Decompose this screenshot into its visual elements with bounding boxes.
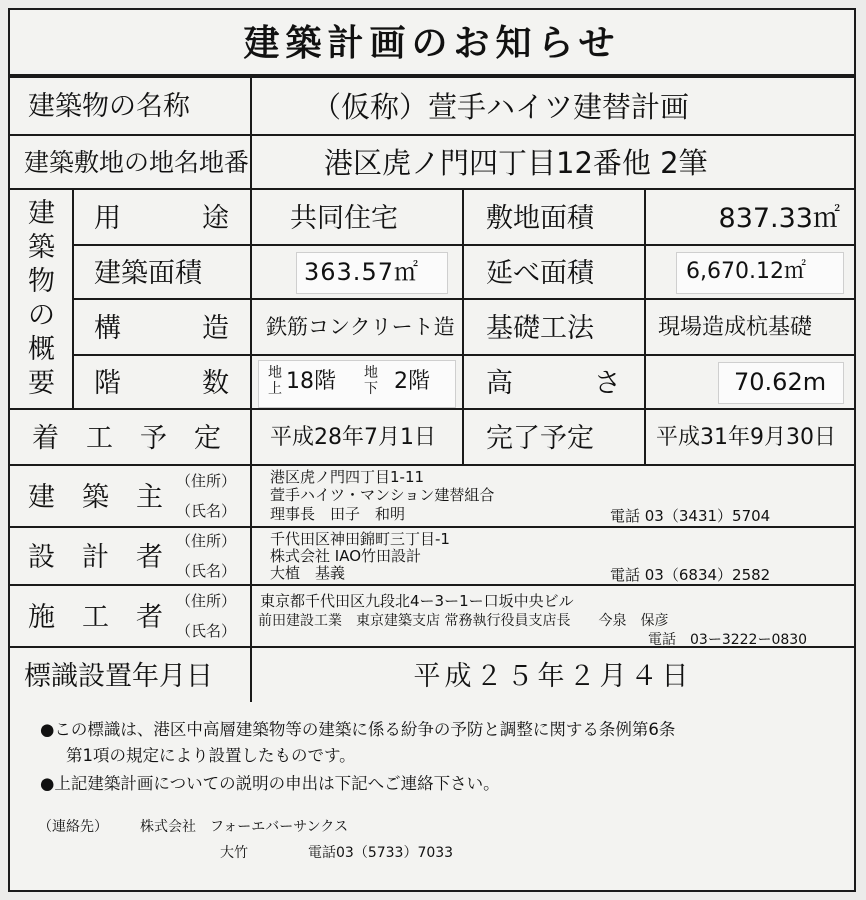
overview-side-cell [8, 188, 74, 410]
use-label-cell [72, 188, 252, 246]
use-value-cell [250, 188, 464, 246]
height-label: 高 さ [486, 368, 621, 399]
contractor-label-cell [8, 584, 252, 648]
name-label-cell [8, 76, 252, 136]
site-area-value-cell [644, 188, 856, 246]
designer-phone: 電話 03（6834）2582 [610, 566, 771, 584]
start-label: 着 工 予 定 [32, 423, 221, 454]
name-value-cell [250, 76, 856, 136]
use-label: 用 途 [94, 203, 229, 234]
contractor-label: 施 工 者 [28, 602, 163, 633]
building-area-value-cell [250, 244, 464, 300]
structure-value-cell [250, 298, 464, 356]
site-value-cell [250, 134, 856, 190]
designer-person: 大植 基義 [270, 564, 346, 582]
notes-cell [8, 702, 856, 892]
contact-company: 株式会社 フォーエバーサンクス [140, 819, 349, 835]
structure-label-cell [72, 298, 252, 356]
contact-tag: （連絡先） [38, 819, 108, 835]
designer-org: 株式会社 IAO竹田設計 [270, 547, 421, 565]
overview-char-3: 物 [28, 266, 55, 297]
designer-value-cell [250, 526, 856, 586]
note-line-2: 第1項の規定により設置したものです。 [66, 746, 356, 765]
floors-label-cell [72, 354, 252, 410]
structure-value: 鉄筋コンクリート造 [266, 315, 455, 339]
height-value-cell [644, 354, 856, 410]
owner-address: 港区虎ノ門四丁目1-11 [270, 468, 425, 486]
site-area-value: 837.33㎡ [718, 203, 840, 234]
name-value: （仮称）萱手ハイツ建替計画 [312, 90, 690, 124]
building-area-label: 建築面積 [94, 258, 202, 289]
note-line-3: ●上記建築計画についての説明の申出は下記へご連絡下さい。 [40, 774, 500, 793]
owner-label: 建 築 主 [28, 482, 163, 513]
name-label: 建築物の名称 [28, 91, 190, 122]
contractor-org: 前田建設工業 東京建築支店 常務執行役員支店長 今泉 保彦 [258, 613, 669, 629]
building-area-value: 363.57㎡ [304, 258, 419, 286]
floors-below-prefix: 地下 [364, 365, 378, 397]
overview-char-2: 築 [28, 232, 55, 263]
owner-person: 理事長 田子 和明 [270, 505, 406, 523]
designer-label-cell [8, 526, 252, 586]
site-label-cell [8, 134, 252, 190]
end-value: 平成31年9月30日 [656, 425, 836, 450]
posted-value-cell [250, 646, 856, 704]
title-cell [8, 8, 856, 76]
building-area-label-cell [72, 244, 252, 300]
contractor-phone: 電話 03ー3222ー0830 [648, 632, 808, 648]
site-area-label: 敷地面積 [486, 203, 594, 234]
site-value: 港区虎ノ門四丁目12番他 2筆 [324, 146, 708, 180]
start-value-cell [250, 408, 464, 466]
foundation-label: 基礎工法 [486, 313, 594, 344]
contact-phone: 電話03（5733）7033 [308, 845, 454, 861]
designer-name-tag: （氏名） [176, 562, 237, 580]
contractor-value-cell [250, 584, 856, 648]
floors-label: 階 数 [94, 368, 229, 399]
floor-area-label: 延べ面積 [486, 258, 594, 289]
start-value: 平成28年7月1日 [270, 425, 436, 450]
height-value: 70.62m [734, 368, 827, 396]
floors-below-value: 2階 [394, 369, 430, 394]
designer-address: 千代田区神田錦町三丁目-1 [270, 530, 450, 548]
start-label-cell [8, 408, 252, 466]
floor-area-label-cell [462, 244, 646, 300]
floors-above-value: 18階 [286, 369, 336, 394]
site-area-label-cell [462, 188, 646, 246]
foundation-value-cell [644, 298, 856, 356]
overview-char-6: 要 [28, 368, 55, 399]
contractor-address: 東京都千代田区九段北4ー3ー1ー口坂中央ビル [260, 592, 574, 610]
contractor-addr-tag: （住所） [176, 592, 237, 610]
overview-char-4: の [28, 300, 55, 331]
owner-value-cell [250, 464, 856, 528]
note-line-1: ●この標識は、港区中高層建築物等の建築に係る紛争の予防と調整に関する条例第6条 [40, 720, 676, 739]
owner-addr-tag: （住所） [176, 472, 237, 490]
page-title: 建築計画のお知らせ [243, 23, 621, 64]
designer-addr-tag: （住所） [176, 532, 237, 550]
end-label-cell [462, 408, 646, 466]
height-label-cell [462, 354, 646, 410]
designer-label: 設 計 者 [28, 542, 163, 573]
owner-org: 萱手ハイツ・マンション建替組合 [270, 486, 495, 504]
use-value: 共同住宅 [290, 203, 398, 234]
floors-value-cell [250, 354, 464, 410]
overview-char-1: 建 [28, 198, 55, 229]
end-label: 完了予定 [486, 423, 594, 454]
owner-name-tag: （氏名） [176, 502, 237, 520]
floor-area-value: 6,670.12㎡ [686, 259, 806, 284]
posted-label-cell [8, 646, 252, 704]
posted-value: 平成２５年２月４日 [413, 661, 693, 692]
owner-phone: 電話 03（3431）5704 [610, 507, 771, 525]
owner-label-cell [8, 464, 252, 528]
foundation-value: 現場造成杭基礎 [658, 315, 813, 340]
foundation-label-cell [462, 298, 646, 356]
overview-char-5: 概 [28, 334, 55, 365]
site-label: 建築敷地の地名地番 [24, 148, 250, 177]
posted-label: 標識設置年月日 [24, 661, 213, 692]
end-value-cell [644, 408, 856, 466]
floors-above-prefix: 地上 [268, 365, 282, 397]
structure-label: 構 造 [94, 313, 229, 344]
contact-person: 大竹 [220, 845, 248, 861]
contractor-name-tag: （氏名） [176, 622, 237, 640]
floor-area-value-cell [644, 244, 856, 300]
